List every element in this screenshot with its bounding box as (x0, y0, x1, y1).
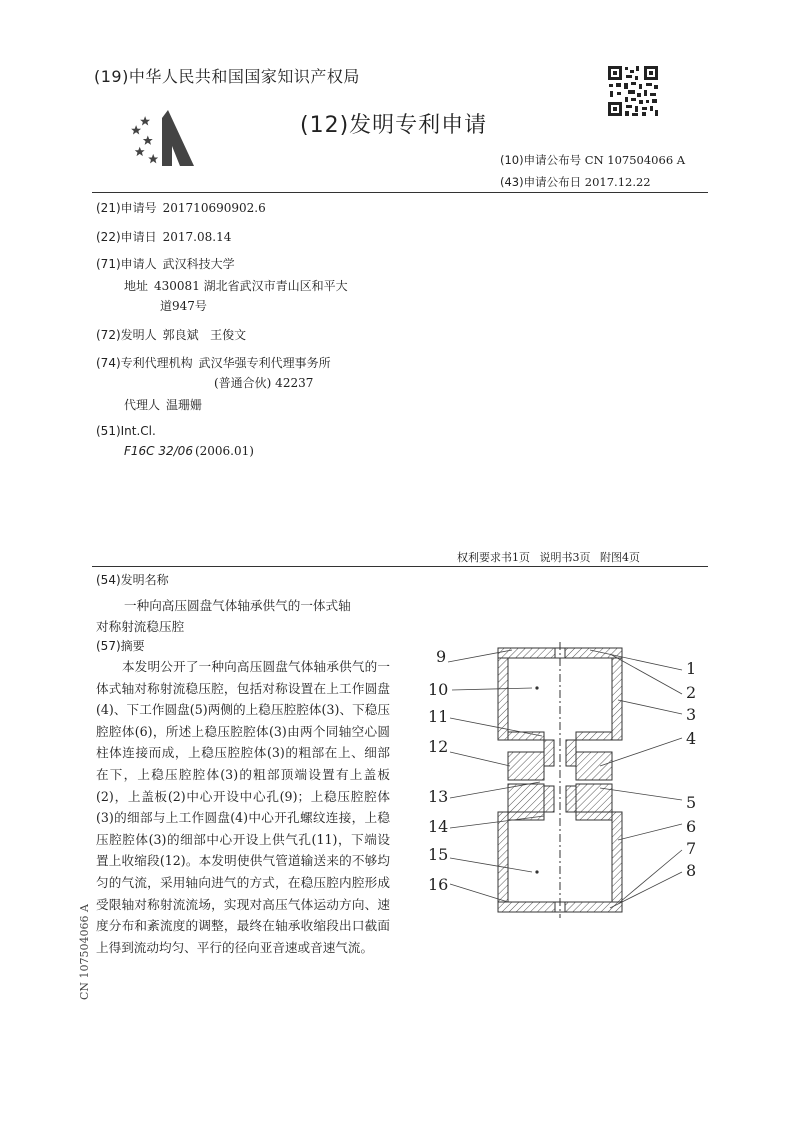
label-15: 15 (428, 845, 449, 864)
label-11: 11 (428, 707, 449, 726)
document-type: (12)发明专利申请 (300, 113, 488, 138)
label-2: 2 (686, 683, 697, 702)
label-10: 10 (428, 680, 449, 699)
issuing-office: (19)中华人民共和国国家知识产权局 (94, 67, 360, 86)
inventors: (72)发明人 郭良斌 王俊文 (96, 328, 247, 342)
patent-agency-line2: (普通合伙) 42237 (214, 376, 314, 390)
address-line2: 道947号 (160, 299, 207, 313)
label-13: 13 (428, 787, 449, 806)
publication-number: (10)申请公布号 CN 107504066 A (500, 153, 686, 167)
patent-agency: (74)专利代理机构 武汉华强专利代理事务所 (96, 356, 331, 370)
address: 地址 430081 湖北省武汉市青山区和平大 (124, 279, 348, 293)
abstract-text: 本发明公开了一种向高压圆盘气体轴承供气的一体式轴对称射流稳压腔，包括对称设置在上工作圆盘(4)、下工作圆盘(5)两侧的上稳压腔腔体(3)、下稳压腔腔体(6)，所述上稳压腔腔体(3)由两个同轴空心圆柱体连接而成，上稳压腔腔体(3)的粗部在上、细部在下，上稳压腔腔体(3)的粗部顶端设置有上盖板(2)，上盖板(2)中心开设中心孔(9)；上稳压腔腔体(3)的细部与上工作圆盘(4)中心开孔螺纹连接，上稳压腔腔体(3)的细部中心开设上供气孔(11)，下端设置上收缩段(12)。本发明使供气管道输送来的不够均匀的气流，采用轴向进气的方式，在稳压腔内腔形成受限轴对称射流流场，实现对高压气体运动方向、速度分布和紊流度的调整，最终在轴承收缩段出口截面上得到流动均匀、平行的径向亚音速或音速气流。 (96, 659, 390, 955)
label-3: 3 (686, 705, 697, 724)
label-6: 6 (686, 817, 697, 836)
application-date: (22)申请日 2017.08.14 (96, 230, 232, 244)
invention-title-line2: 对称射流稳压腔 (96, 619, 185, 634)
title-label: (54)发明名称 (96, 573, 169, 587)
label-5: 5 (686, 793, 697, 812)
label-4: 4 (686, 729, 697, 748)
agent: 代理人 温珊姗 (124, 398, 203, 412)
qr-code[interactable] (606, 64, 660, 118)
body-divider (92, 566, 708, 567)
cnipa-logo (128, 108, 198, 170)
label-12: 12 (428, 737, 449, 756)
invention-title: 一种向高压圆盘气体轴承供气的一体式轴 (124, 598, 351, 613)
application-number: (21)申请号 201710690902.6 (96, 201, 266, 215)
label-1: 1 (686, 659, 697, 678)
int-cl-classification: F16C 32/06 (2006.01) (124, 444, 254, 458)
publication-date: (43)申请公布日 2017.12.22 (500, 175, 651, 189)
side-publication-number: CN 107504066 A (78, 904, 91, 1000)
abstract-figure (420, 640, 710, 920)
label-8: 8 (686, 861, 697, 880)
label-7: 7 (686, 839, 697, 858)
label-16: 16 (428, 875, 449, 894)
page-count: 权利要求书1页 说明书3页 附图4页 (457, 551, 640, 564)
label-14: 14 (428, 817, 449, 836)
header-divider (92, 192, 708, 193)
label-9: 9 (436, 647, 447, 666)
applicant: (71)申请人 武汉科技大学 (96, 257, 235, 271)
abstract-label: (57)摘要 (96, 639, 145, 653)
int-cl-label: (51)Int.Cl. (96, 424, 156, 438)
